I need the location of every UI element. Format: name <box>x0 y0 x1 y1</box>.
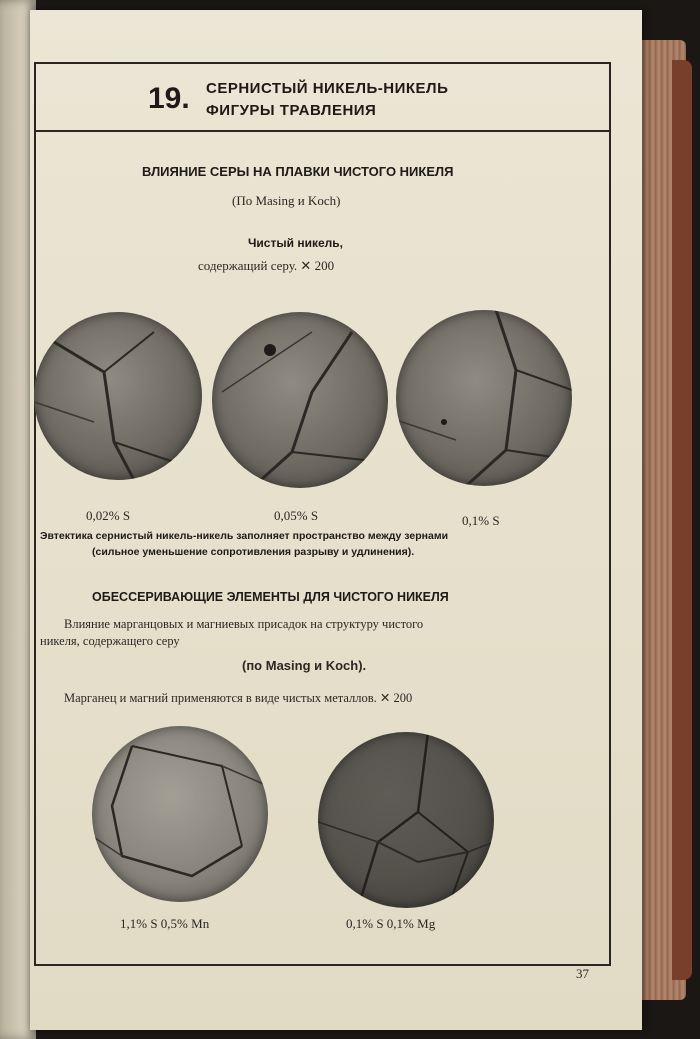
header-rule <box>36 130 609 132</box>
caption-mg: 0,1% S 0,1% Mg <box>346 916 436 931</box>
section1-description: содержащий серу. ✕ 200 <box>198 258 335 273</box>
section2-source: (по Masing и Koch). <box>242 658 367 673</box>
caption-002-s: 0,02% S <box>86 508 131 523</box>
section2-text-line-3: Марганец и магний применяются в виде чистых металлов. ✕ 200 <box>64 691 413 705</box>
caption-01-s: 0,1% S <box>462 513 500 528</box>
page-number: 37 <box>576 966 589 981</box>
micrograph-mn <box>92 726 268 902</box>
micrograph-005-s <box>212 312 388 488</box>
section1-heading: ВЛИЯНИЕ СЕРЫ НА ПЛАВКИ ЧИСТОГО НИКЕЛЯ <box>142 164 454 179</box>
chapter-number: 19. <box>148 82 190 115</box>
book-cover-edge <box>672 60 692 980</box>
section2-text-line-2: никеля, содержащего серу <box>40 634 180 648</box>
caption-mn: 1,1% S 0,5% Mn <box>120 916 210 931</box>
section1-source: (По Masing и Koch) <box>232 193 341 208</box>
micrograph-mg <box>318 732 494 908</box>
section2-text-line-1: Влияние марганцовых и магниевых присадок на структуру чистого <box>64 617 424 631</box>
section2-heading: ОБЕССЕРИВАЮЩИЕ ЭЛЕМЕНТЫ ДЛЯ ЧИСТОГО НИКЕЛЯ <box>92 590 449 604</box>
section1-note-line-1: Эвтектика сернистый никель-никель заполняет пространство между зернами <box>40 530 449 542</box>
chapter-title-line-2: ФИГУРЫ ТРАВЛЕНИЯ <box>206 102 377 119</box>
chapter-title-line-1: СЕРНИСТЫЙ НИКЕЛЬ-НИКЕЛЬ <box>206 80 449 97</box>
section1-note-line-2: (сильное уменьшение сопротивления разрыву и удлинения). <box>92 546 415 558</box>
book-page <box>30 10 642 1030</box>
section1-subheading: Чистый никель, <box>248 236 343 250</box>
micrograph-01-s <box>396 310 572 486</box>
micrograph-002-s <box>34 312 202 480</box>
caption-005-s: 0,05% S <box>274 508 319 523</box>
